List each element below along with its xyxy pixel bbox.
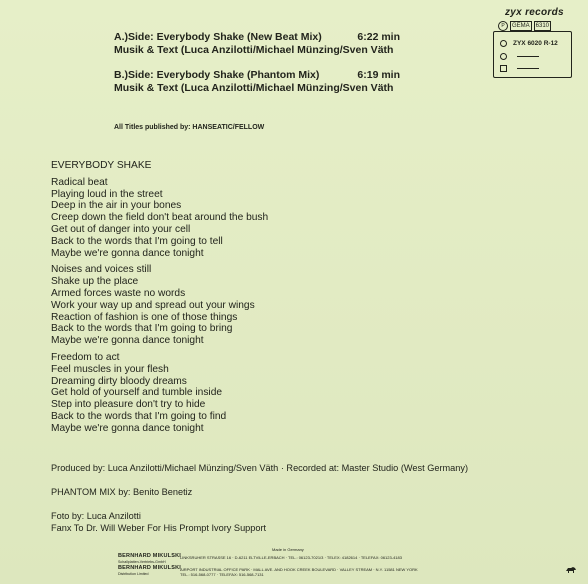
catalog-row xyxy=(500,38,558,48)
lyric-line: Radical beat xyxy=(51,176,108,188)
spacer xyxy=(51,474,468,486)
track-a-header xyxy=(114,31,400,44)
distributor-address-1: LINKSRUHER STRASSE 16 · D-6211 ELTVILLE-ERBACH · TEL.: 06123-7021/3 · TELEX: 4182614 · TELEFAX: 06123-4183 xyxy=(180,555,402,560)
lyric-line: Step into pleasure don't try to hide xyxy=(51,399,206,411)
distributor-name-2: BERNHARD MIKULSKI xyxy=(118,565,181,571)
lyric-line: Get out of danger into your cell xyxy=(51,223,191,235)
blank-line xyxy=(517,68,539,69)
track-b-header xyxy=(114,69,400,82)
lyric-line: Deep in the air in your bones xyxy=(51,200,182,212)
distributor-name-1: BERNHARD MIKULSKI xyxy=(118,553,181,559)
catalog-row-blank xyxy=(500,51,539,61)
gema-extra: 6310 xyxy=(535,23,550,29)
track-b-title: B.)Side: Everybody Shake (Phantom Mix) xyxy=(114,69,320,81)
distributor-footer xyxy=(118,553,578,577)
gema-label: GEMA xyxy=(512,23,530,29)
publisher-line: All Titles published by: HANSEATIC/FELLOW xyxy=(114,124,265,131)
track-a-title: A.)Side: Everybody Shake (New Beat Mix) xyxy=(114,31,322,43)
lyric-line: Back to the words that I'm going to find xyxy=(51,410,227,422)
catalog-number: ZYX 6020 R-12 xyxy=(513,39,558,47)
lyric-line: Dreaming dirty bloody dreams xyxy=(51,375,187,387)
track-listing xyxy=(114,31,400,107)
catalog-box xyxy=(493,31,572,78)
track-a-credit: Musik & Text (Luca Anzilotti/Michael Münzing/Sven Väth xyxy=(114,44,394,56)
lion-logo-icon xyxy=(566,567,576,573)
distributor-address-3: TEL.: 516-568-0777 · TELEFAX: 516-568-7131 xyxy=(180,572,264,577)
lyrics-block xyxy=(51,160,268,440)
foto-credit: Foto by: Luca Anzilotti xyxy=(51,511,141,521)
distributor-logo-2 xyxy=(118,565,181,577)
lyric-line: Maybe we're gonna dance tonight xyxy=(51,422,204,434)
lyric-line: Playing loud in the street xyxy=(51,188,163,200)
distributor-address-2: AIRPORT INDUSTRIAL OFFICE PARK · MALL AVE. AND HOOK CREEK BOULEVARD · VALLEY STREAM · N.Y. 11581 NEW YORK xyxy=(180,567,418,572)
lyric-line: Armed forces waste no words xyxy=(51,287,186,299)
lyric-line: Work your way up and spread out your wings xyxy=(51,299,255,311)
spacer xyxy=(51,498,468,510)
thanks-credit: Fanx To Dr. Will Weber For His Prompt Ivory Support xyxy=(51,523,267,533)
lyrics-stanza-2 xyxy=(51,264,268,347)
credits-block xyxy=(51,462,468,534)
lyric-line: Get hold of yourself and tumble inside xyxy=(51,387,223,399)
lyric-line: Freedom to act xyxy=(51,351,120,363)
target-circle-icon xyxy=(500,40,507,47)
lyric-line: Maybe we're gonna dance tonight xyxy=(51,247,204,259)
lyric-line: Back to the words that I'm going to tell xyxy=(51,235,223,247)
lyric-line: Maybe we're gonna dance tonight xyxy=(51,335,204,347)
catalog-row-blank xyxy=(500,63,539,73)
track-a-time: 6:22 min xyxy=(357,31,400,43)
square-icon xyxy=(500,65,507,72)
distributor-logo-1 xyxy=(118,553,181,565)
lyric-line: Feel muscles in your flesh xyxy=(51,363,169,375)
target-circle-icon xyxy=(500,53,507,60)
track-b xyxy=(114,69,400,95)
track-a xyxy=(114,31,400,57)
gema-mark xyxy=(498,21,551,31)
lyrics-stanza-3 xyxy=(51,352,268,435)
track-b-time: 6:19 min xyxy=(357,69,400,81)
made-in-label: Made in Germany xyxy=(272,547,304,552)
lyric-line: Reaction of fashion is one of those things xyxy=(51,311,238,323)
lyric-line: Shake up the place xyxy=(51,276,139,288)
lyric-line: Back to the words that I'm going to bring xyxy=(51,323,233,335)
distributor-sub-1: Schallplatten-Vertriebs-GmbH xyxy=(118,560,166,564)
lyrics-title: EVERYBODY SHAKE xyxy=(51,160,152,171)
lyric-line: Creep down the field don't beat around the bush xyxy=(51,212,269,224)
blank-line xyxy=(517,56,539,57)
phantom-mix-credit: PHANTOM MIX by: Benito Benetiz xyxy=(51,487,193,497)
track-b-credit: Musik & Text (Luca Anzilotti/Michael Münzing/Sven Väth xyxy=(114,82,394,94)
distributor-sub-2: Distribution Limited xyxy=(118,572,149,576)
copyright-circle-icon: P xyxy=(498,21,508,31)
label-brand: zyx records xyxy=(505,7,564,18)
lyrics-stanza-1 xyxy=(51,177,268,260)
lyric-line: Noises and voices still xyxy=(51,264,152,276)
produced-credit: Produced by: Luca Anzilotti/Michael Münzing/Sven Väth · Recorded at: Master Studio (West Germany) xyxy=(51,463,469,473)
